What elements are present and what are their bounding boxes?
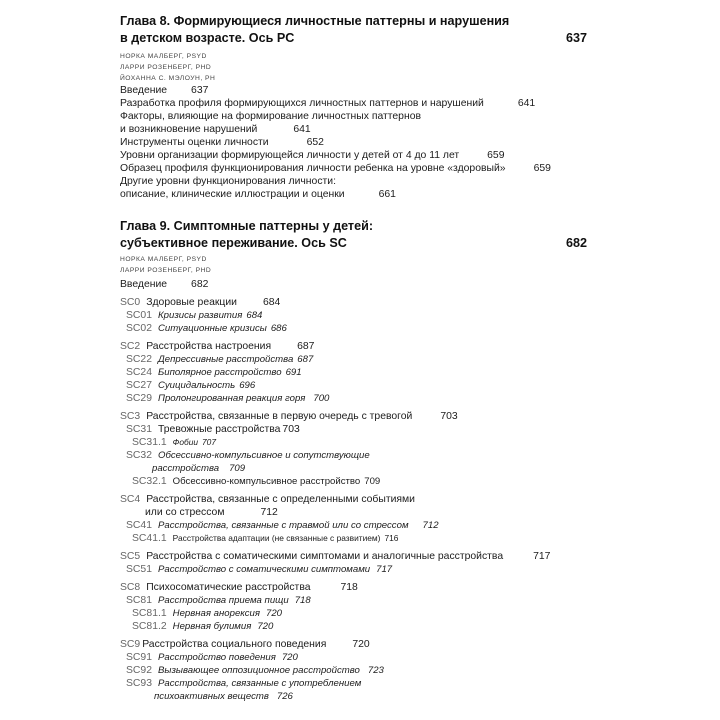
entry-page: 687: [297, 341, 315, 352]
entry-page: 691: [285, 367, 302, 378]
entry-page: 723: [367, 665, 384, 676]
entry-page: 641: [517, 98, 536, 109]
entry-code: SC31.1: [132, 437, 167, 448]
toc-entry: [120, 149, 505, 162]
toc-entry: [126, 677, 361, 690]
toc-entry: [120, 550, 550, 563]
entry-page: 637: [191, 85, 209, 96]
entry-page: 712: [422, 520, 439, 531]
entry-title: Расстройства настроения: [146, 341, 272, 352]
entry-page: 718: [340, 582, 358, 593]
toc-entry: [145, 506, 278, 519]
entry-title: Введение: [120, 279, 168, 290]
entry-title: Введение: [120, 85, 168, 96]
entry-code: SC8: [120, 582, 141, 593]
entry-code: SC5: [120, 551, 141, 562]
entry-code: SC2: [120, 341, 141, 352]
entry-title: Ситуационные кризисы: [158, 323, 267, 334]
entry-page: 684: [263, 297, 281, 308]
entry-code: SC9: [120, 639, 141, 650]
toc-entry: [120, 188, 396, 201]
toc-entry: [120, 638, 370, 651]
entry-code: SC02: [126, 323, 152, 334]
toc-entry: [120, 581, 358, 594]
toc-entry: [132, 620, 273, 633]
toc-entry: [120, 84, 208, 97]
entry-page: 652: [306, 137, 324, 148]
entry-page: 700: [313, 393, 330, 404]
entry-page: 703: [282, 424, 300, 435]
entry-page: 709: [229, 463, 246, 474]
toc-entry: [132, 436, 216, 449]
toc-entry: [132, 475, 380, 488]
entry-title: Образец профиля функционирования личности ребенка на уровне «здоровый»: [120, 163, 506, 174]
entry-page: 717: [533, 551, 551, 562]
toc-entry: [120, 162, 551, 175]
toc-entry: [126, 353, 313, 366]
entry-title: Расстройства, связанные с употреблением: [158, 678, 362, 689]
entry-page: 709: [364, 476, 381, 487]
entry-title: Расстройства с соматическими симптомами и аналогичные расстройства: [146, 551, 504, 562]
chapter-8-title-line-2: в детском возрасте. Ось PC: [120, 31, 295, 45]
toc-entry: [132, 532, 398, 545]
entry-title: описание, клинические иллюстрации и оценки: [120, 189, 345, 200]
toc-entry: [120, 97, 535, 110]
entry-title: Разработка профиля формирующихся личностных паттернов и нарушений: [120, 98, 484, 109]
entry-page: 720: [257, 621, 274, 632]
toc-entry: [126, 519, 439, 532]
toc-entry: [126, 392, 329, 405]
entry-title: и возникновение нарушений: [120, 124, 258, 135]
entry-page: 720: [266, 608, 283, 619]
entry-title: Расстройства, связанные с определенными событиями: [146, 494, 415, 505]
entry-code: SC27: [126, 380, 152, 391]
entry-title: Здоровые реакции: [146, 297, 237, 308]
entry-page: 718: [294, 595, 311, 606]
entry-code: SC51: [126, 564, 152, 575]
entry-title: Расстройство с соматическими симптомами: [158, 564, 371, 575]
toc-entry: [132, 607, 282, 620]
entry-code: SC41.1: [132, 533, 167, 544]
toc-entry: [120, 410, 458, 423]
entry-code: SC91: [126, 652, 152, 663]
chapter-8-author-2: ЛАРРИ РОЗЕНБЕРГ, PHD: [120, 64, 212, 71]
entry-page: 712: [260, 507, 278, 518]
entry-page: 720: [352, 639, 370, 650]
entry-page: 720: [281, 652, 298, 663]
toc-entry: [126, 309, 262, 322]
toc-entry: [120, 340, 314, 353]
chapter-9-title-line-1: Глава 9. Симптомные паттерны у детей:: [120, 219, 374, 233]
entry-code: SC32: [126, 450, 152, 461]
toc-entry: [120, 278, 208, 291]
entry-page: 684: [246, 310, 263, 321]
entry-title: Инструменты оценки личности: [120, 137, 269, 148]
chapter-8-page: 637: [566, 31, 588, 45]
entry-title: Расстройства адаптации (не связанные с развитием): [172, 533, 381, 543]
entry-code: SC41: [126, 520, 152, 531]
entry-title: Вызывающее оппозиционное расстройство: [158, 665, 360, 676]
entry-code: SC0: [120, 297, 141, 308]
entry-page: 696: [239, 380, 256, 391]
entry-title: Тревожные расстройства: [158, 424, 281, 435]
entry-page: 659: [533, 163, 551, 174]
toc-entry: [126, 664, 384, 677]
entry-title: или со стрессом: [145, 507, 225, 518]
entry-title: Факторы, влияющие на формирование личностных паттернов: [120, 111, 421, 122]
entry-code: SC3: [120, 411, 141, 422]
chapter-8-title-line-1: Глава 8. Формирующиеся личностные паттерны и нарушения: [120, 14, 510, 28]
toc-entry: [126, 322, 287, 335]
entry-title: Фобии: [172, 437, 199, 447]
entry-title: расстройства: [152, 463, 220, 474]
toc-entry: [126, 563, 392, 576]
entry-title: Обсессивно-компульсивное расстройство: [172, 476, 361, 487]
chapter-9-page: 682: [566, 236, 588, 250]
toc-entry: [126, 651, 298, 664]
entry-title: Уровни организации формирующейся личности у детей от 4 до 11 лет: [120, 150, 460, 161]
entry-code: SC32.1: [132, 476, 167, 487]
entry-title: Другие уровни функционирования личности:: [120, 176, 336, 187]
toc-entry: [126, 423, 300, 436]
toc-entry: [120, 493, 415, 506]
chapter-9-title-line-2: субъективное переживание. Ось SC: [120, 236, 347, 250]
entry-title: Расстройства социального поведения: [142, 639, 327, 650]
toc-entry: [126, 366, 302, 379]
entry-code: SC81.1: [132, 608, 167, 619]
toc-entry: [120, 110, 421, 123]
entry-title: Расстройства приема пищи: [158, 595, 289, 606]
toc-entry: [126, 594, 311, 607]
toc-entry: [120, 175, 336, 188]
entry-title: Расстройства, связанные с травмой или со стрессом: [158, 520, 409, 531]
chapter-9-author-1: НОРКА МАЛБЕРГ, PSYD: [120, 256, 207, 263]
entry-code: SC24: [126, 367, 152, 378]
entry-code: SC31: [126, 424, 152, 435]
toc-entry: [120, 136, 324, 149]
entry-code: SC92: [126, 665, 152, 676]
entry-code: SC4: [120, 494, 141, 505]
entry-page: 717: [376, 564, 393, 575]
entry-page: 686: [270, 323, 287, 334]
entry-title: Расстройство поведения: [158, 652, 276, 663]
entry-page: 707: [202, 437, 216, 447]
toc-entry: [120, 123, 311, 136]
entry-title: Депрессивные расстройства: [158, 354, 294, 365]
entry-title: Обсессивно-компульсивное и сопутствующие: [158, 450, 370, 461]
entry-page: 659: [487, 150, 505, 161]
toc-entry: [126, 379, 255, 392]
entry-code: SC01: [126, 310, 152, 321]
entry-page: 687: [297, 354, 314, 365]
toc-entry: [152, 462, 245, 475]
entry-code: SC81: [126, 595, 152, 606]
entry-page: 716: [384, 533, 399, 543]
chapter-8-author-3: ЙОХАННА С. МЭЛОУН, PH: [120, 75, 216, 82]
entry-title: Суицидальность: [158, 380, 236, 391]
toc-entry: [126, 449, 370, 462]
entry-code: SC93: [126, 678, 152, 689]
entry-title: Биполярное расстройство: [158, 367, 282, 378]
entry-page: 641: [293, 124, 311, 135]
entry-title: Расстройства, связанные в первую очередь с тревогой: [146, 411, 413, 422]
entry-page: 682: [191, 279, 209, 290]
entry-title: Нервная булимия: [172, 621, 252, 632]
entry-title: Кризисы развития: [158, 310, 243, 321]
entry-title: Нервная анорексия: [172, 608, 260, 619]
entry-page: 703: [440, 411, 458, 422]
entry-title: Психосоматические расстройства: [146, 582, 311, 593]
entry-title: Пролонгированная реакция горя: [158, 393, 306, 404]
entry-code: SC81.2: [132, 621, 167, 632]
entry-page: 726: [276, 691, 293, 702]
toc-entry: [154, 690, 293, 703]
toc-entry: [120, 296, 280, 309]
entry-title: психоактивных веществ: [154, 691, 269, 702]
entry-code: SC22: [126, 354, 152, 365]
entry-code: SC29: [126, 393, 152, 404]
entry-page: 661: [378, 189, 396, 200]
chapter-8-author-1: НОРКА МАЛБЕРГ, PSYD: [120, 53, 207, 60]
chapter-9-author-2: ЛАРРИ РОЗЕНБЕРГ, PHD: [120, 267, 212, 274]
